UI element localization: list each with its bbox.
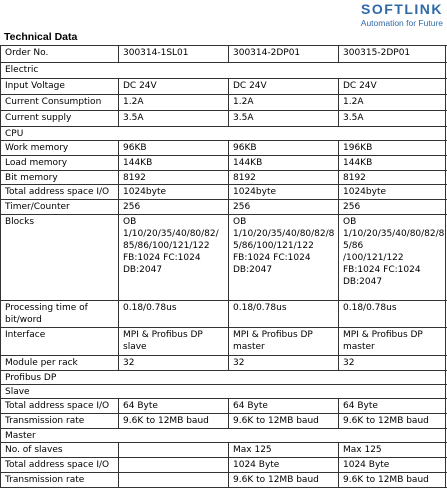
value-cell-col1	[119, 458, 229, 472]
value-cell-col2	[229, 356, 339, 370]
table-row	[0, 458, 447, 473]
value-cell-col1	[119, 356, 229, 370]
value-cell-col1	[119, 473, 229, 487]
value-text: DC 24V	[233, 81, 267, 91]
row-label-cell	[0, 111, 119, 126]
table-row	[0, 473, 447, 488]
row-label-text: Order No.	[5, 48, 49, 58]
value-cell-col2	[229, 141, 339, 155]
value-text: 3.5A	[233, 113, 254, 123]
value-cell-col2	[229, 215, 339, 300]
value-text: FB:1024 FC:1024	[233, 253, 311, 263]
value-text: 1.2A	[343, 97, 364, 107]
row-label-text: Load memory	[5, 158, 68, 168]
value-cell-col2	[229, 200, 339, 214]
table-row	[0, 215, 447, 301]
value-cell-col2	[229, 458, 339, 472]
row-label-cell	[0, 328, 119, 355]
row-label-cell	[0, 399, 119, 413]
table-row	[0, 356, 447, 371]
value-cell-col2	[229, 443, 339, 457]
value-cell-col2	[229, 156, 339, 170]
row-label-text: CPU	[5, 129, 24, 139]
table-section-row	[0, 371, 447, 385]
value-text: MPI & Profibus DP	[123, 330, 203, 340]
row-label-text: Input Voltage	[5, 81, 65, 91]
value-cell-col3	[339, 473, 446, 487]
row-label-text: Current Consumption	[5, 97, 102, 107]
value-text: master	[233, 342, 265, 352]
value-text: DB:2047	[343, 277, 383, 287]
value-text: 0.18/0.78us	[123, 303, 177, 313]
value-text: 9.6K to 12MB baud	[343, 475, 429, 485]
value-text: 256	[233, 202, 251, 212]
section-label-cell	[0, 63, 446, 78]
value-cell-col2	[229, 46, 339, 62]
value-text: 256	[123, 202, 141, 212]
row-label-text: Electric	[5, 65, 39, 75]
section-title: Technical Data	[4, 31, 78, 43]
table-row	[0, 79, 447, 95]
value-text: 196KB	[343, 143, 373, 153]
table-section-row	[0, 385, 447, 399]
value-text: 3.5A	[343, 113, 364, 123]
value-cell-col3	[339, 200, 446, 214]
row-label-cell	[0, 215, 119, 300]
row-label-cell	[0, 79, 119, 94]
value-cell-col2	[229, 79, 339, 94]
value-cell-col1	[119, 111, 229, 126]
row-label-cell	[0, 156, 119, 170]
section-label-cell	[0, 385, 446, 398]
value-cell-col1	[119, 200, 229, 214]
row-label-text: No. of slaves	[5, 445, 63, 455]
section-label-cell	[0, 429, 446, 442]
value-text: 256	[343, 202, 361, 212]
row-label-text: Total address space I/O	[5, 187, 110, 197]
value-text: 1024 Byte	[233, 460, 280, 470]
table-row	[0, 301, 447, 328]
value-text: DC 24V	[123, 81, 157, 91]
value-cell-col3	[339, 458, 446, 472]
row-label-text: Master	[5, 431, 36, 441]
value-text: OB	[233, 217, 247, 227]
value-cell-col3	[339, 156, 446, 170]
table-row	[0, 45, 447, 63]
value-text: 1024byte	[233, 187, 277, 197]
value-text: FB:1024 FC:1024	[343, 265, 421, 275]
row-label-cell	[0, 458, 119, 472]
value-text: Max 125	[233, 445, 272, 455]
value-cell-col2	[229, 473, 339, 487]
row-label-text: Transmission rate	[5, 416, 85, 426]
value-text: DC 24V	[343, 81, 377, 91]
value-text: MPI & Profibus DP	[233, 330, 313, 340]
value-text: 8192	[123, 173, 146, 183]
value-text: 1.2A	[123, 97, 144, 107]
value-cell-col3	[339, 171, 446, 184]
value-text: 300315-2DP01	[343, 48, 411, 58]
value-text: MPI & Profibus DP	[343, 330, 423, 340]
value-text: 3.5A	[123, 113, 144, 123]
value-cell-col3	[339, 414, 446, 428]
value-text: FB:1024 FC:1024	[123, 253, 201, 263]
value-cell-col2	[229, 95, 339, 110]
value-text: 0.18/0.78us	[343, 303, 397, 313]
value-text: 64 Byte	[233, 401, 268, 411]
value-cell-col1	[119, 301, 229, 327]
value-text: 32	[123, 358, 135, 368]
value-cell-col3	[339, 141, 446, 155]
row-label-text: bit/word	[5, 315, 42, 325]
value-text: 96KB	[123, 143, 147, 153]
value-text: 0.18/0.78us	[233, 303, 287, 313]
table-row	[0, 141, 447, 156]
row-label-text: Interface	[5, 330, 46, 340]
brand-logo	[361, 2, 443, 28]
value-cell-col1	[119, 414, 229, 428]
value-text: 9.6K to 12MB baud	[343, 416, 429, 426]
value-text: OB	[123, 217, 137, 227]
value-text: 1/10/20/35/40/80/82/8	[233, 229, 335, 239]
value-cell-col3	[339, 46, 446, 62]
row-label-text: Timer/Counter	[5, 202, 70, 212]
value-cell-col3	[339, 79, 446, 94]
value-text: 144KB	[233, 158, 263, 168]
row-label-text: Work memory	[5, 143, 69, 153]
value-text: master	[343, 342, 375, 352]
row-label-text: Blocks	[5, 217, 35, 227]
value-text: 1.2A	[233, 97, 254, 107]
value-text: DB:2047	[123, 265, 163, 275]
value-cell-col1	[119, 399, 229, 413]
value-cell-col1	[119, 156, 229, 170]
row-label-cell	[0, 301, 119, 327]
row-label-cell	[0, 141, 119, 155]
row-label-cell	[0, 200, 119, 214]
table-row	[0, 185, 447, 200]
value-cell-col3	[339, 328, 446, 355]
table-row	[0, 414, 447, 429]
value-cell-col1	[119, 328, 229, 355]
value-text: 300314-2DP01	[233, 48, 301, 58]
table-section-row	[0, 127, 447, 141]
value-cell-col1	[119, 185, 229, 199]
value-cell-col3	[339, 215, 446, 300]
value-text: 64 Byte	[123, 401, 158, 411]
value-text: 32	[233, 358, 245, 368]
table-row	[0, 95, 447, 111]
brand-tagline: Automation for Future	[360, 18, 443, 28]
row-label-text: Total address space I/O	[5, 460, 110, 470]
table-row	[0, 111, 447, 127]
value-text: 1024byte	[343, 187, 387, 197]
value-cell-col3	[339, 443, 446, 457]
value-cell-col1	[119, 46, 229, 62]
row-label-text: Slave	[5, 387, 30, 397]
row-label-text: Processing time of	[5, 303, 88, 313]
value-text: OB	[343, 217, 357, 227]
value-text: 1024byte	[123, 187, 167, 197]
value-text: 9.6K to 12MB baud	[233, 416, 319, 426]
value-text: 144KB	[343, 158, 373, 168]
value-text: 9.6K to 12MB baud	[123, 416, 209, 426]
table-section-row	[0, 63, 447, 79]
row-label-text: Total address space I/O	[5, 401, 110, 411]
value-cell-col3	[339, 95, 446, 110]
value-text: 8192	[343, 173, 366, 183]
value-cell-col1	[119, 171, 229, 184]
table-row	[0, 399, 447, 414]
value-text: 1024 Byte	[343, 460, 390, 470]
table-row	[0, 171, 447, 185]
value-cell-col1	[119, 141, 229, 155]
row-label-cell	[0, 185, 119, 199]
row-label-cell	[0, 95, 119, 110]
page-header	[0, 0, 447, 30]
row-label-text: Current supply	[5, 113, 72, 123]
row-label-cell	[0, 46, 119, 62]
table-row	[0, 156, 447, 171]
row-label-cell	[0, 171, 119, 184]
table-row	[0, 328, 447, 356]
value-text: DB:2047	[233, 265, 273, 275]
section-label-cell	[0, 127, 446, 140]
technical-data-table	[0, 45, 447, 488]
value-cell-col3	[339, 301, 446, 327]
value-text: 144KB	[123, 158, 153, 168]
value-cell-col2	[229, 111, 339, 126]
row-label-cell	[0, 414, 119, 428]
table-row	[0, 443, 447, 458]
table-section-row	[0, 429, 447, 443]
value-cell-col1	[119, 443, 229, 457]
value-text: 1/10/20/35/40/80/82/	[123, 229, 219, 239]
value-cell-col3	[339, 399, 446, 413]
brand-name: SOFTLINK	[361, 1, 443, 17]
value-cell-col2	[229, 328, 339, 355]
value-cell-col2	[229, 301, 339, 327]
value-cell-col2	[229, 185, 339, 199]
value-cell-col2	[229, 171, 339, 184]
value-text: 300314-1SL01	[123, 48, 189, 58]
row-label-text: Transmission rate	[5, 475, 85, 485]
value-cell-col3	[339, 185, 446, 199]
value-text: 85/86/100/121/122	[123, 241, 210, 251]
section-label-cell	[0, 371, 446, 384]
value-cell-col1	[119, 215, 229, 300]
value-text: Max 125	[343, 445, 382, 455]
value-text: 32	[343, 358, 355, 368]
value-cell-col1	[119, 95, 229, 110]
row-label-cell	[0, 473, 119, 487]
row-label-text: Profibus DP	[5, 373, 57, 383]
value-cell-col2	[229, 414, 339, 428]
row-label-cell	[0, 443, 119, 457]
value-text: 64 Byte	[343, 401, 378, 411]
row-label-text: Module per rack	[5, 358, 78, 368]
value-text: /100/121/122	[343, 253, 404, 263]
table-row	[0, 200, 447, 215]
value-text: slave	[123, 342, 147, 352]
value-text: 5/86	[343, 241, 364, 251]
value-cell-col3	[339, 356, 446, 370]
value-cell-col3	[339, 111, 446, 126]
value-text: 8192	[233, 173, 256, 183]
row-label-cell	[0, 356, 119, 370]
value-text: 9.6K to 12MB baud	[233, 475, 319, 485]
value-text: 5/86/100/121/122	[233, 241, 314, 251]
value-text: 1/10/20/35/40/80/82/8	[343, 229, 445, 239]
value-cell-col2	[229, 399, 339, 413]
value-text: 96KB	[233, 143, 257, 153]
row-label-text: Bit memory	[5, 173, 58, 183]
value-cell-col1	[119, 79, 229, 94]
